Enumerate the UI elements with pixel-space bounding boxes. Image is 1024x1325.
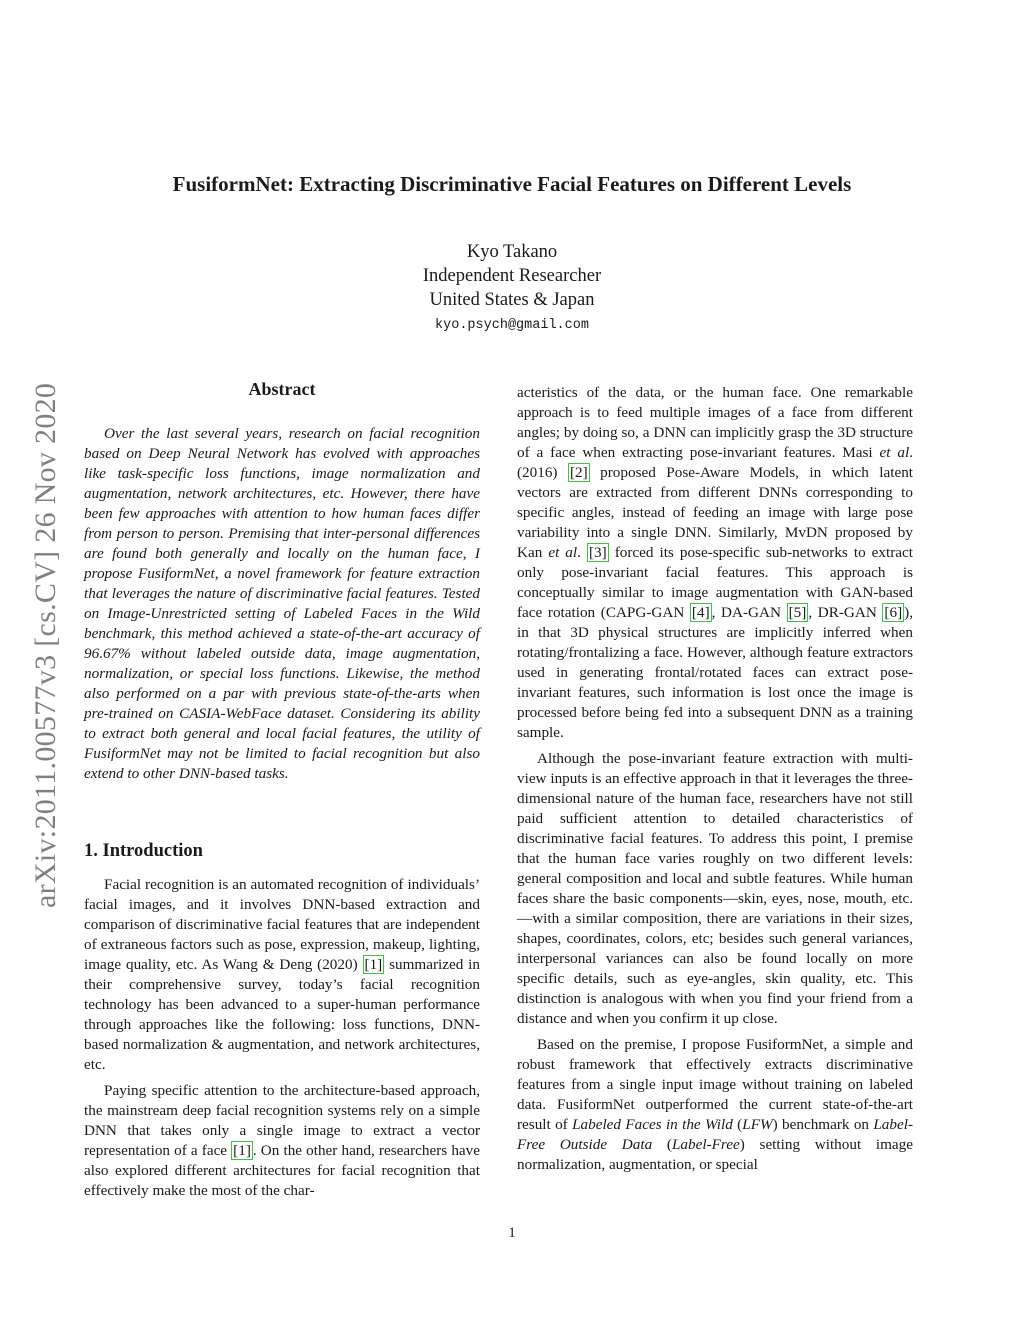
- abstract-body: [84, 424, 480, 784]
- intro-paragraph-2-continued: acteristics of the data, or the human face. One remarkable approach is to feed multiple images of a face from different angles; by doing so, a DNN can implicitly grasp the 3D structure of a face when extracting pose-invariant features. Masi et al. (2016) [2] proposed Pose-Aware Models, in which latent vectors are extracted from different DNNs corresponding to specific angles, instead of feeding an image with large pose variability into a single DNN. Similarly, MvDN proposed by Kan et al. [3] forced its pose-specific sub-networks to extract only pose-invariant facial features. This approach is conceptually similar to image augmentation with GAN-based face rotation (CAPG-GAN [4] , DA-GAN [5] , DR-GAN [6] ), in that 3D physical structures are implicitly inferred when rotating/frontalizing a face. However, although feature extractors used in generating frontal/rotated faces can extract pose-invariant features, such information is lost once the image is processed before being fed into a subsequent DNN as a training sample.: [517, 384, 914, 741]
- author-location: United States & Japan: [429, 290, 595, 310]
- introduction-right-column: [517, 383, 913, 1175]
- citation-link-1b[interactable]: [1]: [233, 1142, 251, 1159]
- author-block: [0, 240, 1024, 338]
- intro-paragraph-4: Based on the premise, I propose FusiformNet, a simple and robust framework that effectively extracts discriminative features from a single input image without training on labeled data. FusiformNet outperformed the current state-of-the-art result of Labeled Faces in the Wild (LFW) benchmark on Label-Free Outside Data (Label-Free) setting without image normalization, augmentation, or special: [517, 1036, 914, 1173]
- abstract-heading: Abstract: [248, 379, 316, 399]
- abstract-text: Over the last several years, research on facial recognition based on Deep Neural Network has evolved with approaches like task-specific loss functions, image normalization and augmentation, network architectures, etc. However, there have been few approaches with attention to how human faces differ from person to person. Premising that inter-personal differences are found both generally and locally on the human face, I propose FusiformNet, a novel framework for feature extraction that leverages the nature of discriminative facial features. Tested on Image-Unrestricted setting of Labeled Faces in the Wild benchmark, this method achieved a state-of-the-art accuracy of 96.67% without labeled outside data, image augmentation, normalization, or special loss functions. Likewise, the method also performed on a par with previous state-of-the-arts when pre-trained on CASIA-WebFace dataset. Considering its ability to extract both general and local facial features, the utility of FusiformNet may not be limited to facial recognition but also extend to other DNN-based tasks.: [84, 425, 480, 782]
- paper-title: FusiformNet: Extracting Discriminative Facial Features on Different Levels: [172, 172, 852, 196]
- citation-link-3[interactable]: [3]: [588, 544, 607, 561]
- intro-paragraph-1: Facial recognition is an automated recognition of individuals’ facial images, and it involves DNN-based extraction and comparison of discriminative facial features that are independent of extraneous factors such as pose, expression, makeup, lighting, image quality, etc. As Wang & Deng (2020) [1] summarized in their comprehensive survey, today’s facial recognition technology has been advanced to a super-human performance through approaches like the following: loss functions, DNN-based normalization & augmentation, and network architectures, etc.: [84, 876, 480, 1073]
- citation-link-2[interactable]: [2]: [569, 464, 588, 481]
- citation-link-6[interactable]: [6]: [884, 604, 903, 621]
- intro-paragraph-2: Paying specific attention to the architecture-based approach, the mainstream deep facial recognition systems rely on a simple DNN that takes only a single image to extract a vector representation of a face [1] . On the other hand, researchers have also explored different architectures for facial recognition that effectively make the most of the char-: [84, 1082, 480, 1199]
- citation-link-1[interactable]: [1]: [364, 956, 383, 973]
- author-email: kyo.psych@gmail.com: [435, 318, 589, 333]
- introduction-left-column: [84, 875, 480, 1201]
- intro-paragraph-3: Although the pose-invariant feature extraction with multi-view inputs is an effective approach in that it leverages the three-dimensional nature of the human face, researchers have not still paid sufficient attention to detailed characteristics of discriminative facial features. To address this point, I premise that the human face varies roughly on two different levels: general composition and local and subtle features. While human faces share the basic components—skin, eyes, nose, mouth, etc.—with a similar composition, there are variations in their sizes, shapes, coordinates, colors, etc; besides such general variances, interpersonal variances can also be found locally on more specific details, such as eye-angles, skin quality, etc. This distinction is analogous with when you find your friend from a distance and when you confirm it up close.: [517, 750, 913, 1027]
- page-number: 1: [508, 1225, 516, 1241]
- citation-link-4[interactable]: [4]: [691, 604, 710, 621]
- arxiv-identifier: arXiv:2011.00577v3 [cs.CV] 26 Nov 2020: [29, 382, 62, 908]
- author-name: Kyo Takano: [466, 242, 558, 262]
- citation-link-5[interactable]: [5]: [788, 604, 807, 621]
- section-heading-introduction: 1. Introduction: [84, 841, 203, 861]
- author-affiliation: Independent Researcher: [422, 266, 602, 286]
